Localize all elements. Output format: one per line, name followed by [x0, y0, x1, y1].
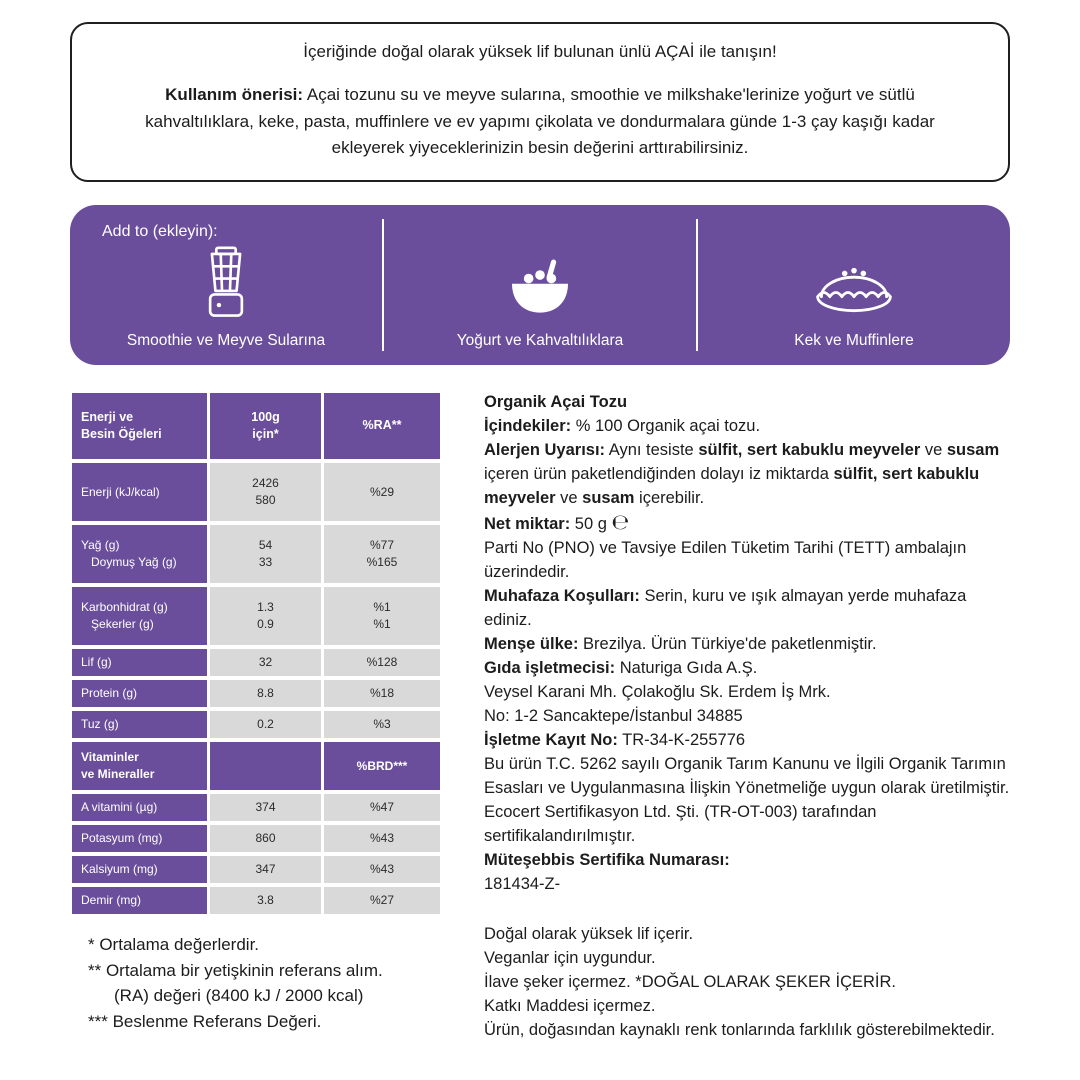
- nutrient-name: Lif (g): [72, 649, 207, 676]
- info-text: Muhafaza Koşulları:: [484, 587, 640, 605]
- footnote: *** Beslenme Referans Değeri.: [88, 1011, 322, 1031]
- nutrient-ra: %43: [324, 825, 440, 852]
- info-text: ve: [555, 489, 583, 507]
- info-text: Katkı Maddesi içermez.: [484, 997, 656, 1015]
- info-text: sülfit, sert kabuklu meyveler: [484, 465, 980, 507]
- info-text: Ürün, doğasından kaynaklı renk tonlarında farklılık gösterebilmektedir.: [484, 1021, 995, 1039]
- nutrient-value: 1.3 0.9: [210, 587, 321, 645]
- info-text: İlave şeker içermez. *DOĞAL OLARAK ŞEKER İÇERİR.: [484, 973, 897, 991]
- info-text: ve: [920, 441, 947, 459]
- nutrition-row: [72, 711, 440, 738]
- info-text: susam: [582, 489, 635, 507]
- info-paragraph: [484, 510, 1014, 536]
- nutrition-row: [72, 794, 440, 821]
- banner-title: Add to (ekleyin):: [102, 223, 218, 240]
- nutrient-name: Potasyum (mg): [72, 825, 207, 852]
- footnote: ** Ortalama bir yetişkinin referans alım.: [88, 960, 383, 980]
- nutrition-subheader-row: [72, 742, 440, 790]
- header-per-100g: 100g için*: [210, 393, 321, 459]
- usage-label: Kullanım önerisi:: [165, 85, 304, 105]
- info-paragraph: [484, 1018, 1014, 1042]
- nutrition-row: [72, 649, 440, 676]
- info-text: Bu ürün T.C. 5262 sayılı Organik Tarım Kanunu ve İlgili Organik Tarımın Esasları ve Uygulanmasına İlişkin Yönetmeliğe uygun olarak üretilmiştir. Ecocert Sertifikasyon Ltd. Şti. (TR-OT-003) tarafından sertifikalandırılmıştır.: [484, 755, 1010, 845]
- blender-icon: [195, 238, 257, 320]
- banner-item-yogurt: [384, 205, 696, 365]
- nutrition-row: [72, 887, 440, 914]
- info-paragraph: [484, 872, 1014, 896]
- info-text: Naturiga Gıda A.Ş.: [615, 659, 758, 677]
- info-paragraph: [484, 584, 1014, 632]
- nutrition-row: [72, 525, 440, 583]
- info-text: susam: [946, 441, 1000, 459]
- info-paragraph: [484, 728, 1014, 752]
- info-text: Veganlar için uygundur.: [484, 949, 656, 967]
- usage-text: Açai tozunu su ve meyve sularına, smoothie ve milkshake'lerinize yoğurt ve sütlü kahvaltılıklara, keke, pasta, muffinlere ve ev yapımı çikolata ve dondurmalara günde 1-3 çay kaşığı kadar ekleyerek yiyeceklerinizin besin değerini arttırabilirsiniz.: [145, 85, 935, 158]
- info-paragraph: [484, 752, 1014, 848]
- banner-item-label: Yoğurt ve Kahvaltılıklara: [456, 332, 624, 349]
- nutrition-row: [72, 856, 440, 883]
- info-paragraph: [484, 704, 1014, 728]
- nutrient-value: 2426 580: [210, 463, 321, 521]
- nutrient-name: Yağ (g) Doymuş Yağ (g): [72, 525, 207, 583]
- nutrient-value: 3.8: [210, 887, 321, 914]
- banner-item-label: Kek ve Muffinlere: [794, 332, 914, 349]
- info-paragraph: [484, 414, 1014, 438]
- nutrient-ra: %18: [324, 680, 440, 707]
- info-text: Müteşebbis Sertifika Numarası:: [484, 851, 730, 869]
- nutrient-name: A vitamini (µg): [72, 794, 207, 821]
- header-nutrients: Enerji ve Besin Öğeleri: [72, 393, 207, 459]
- info-paragraph: [484, 536, 1014, 584]
- nutrient-value: [210, 742, 321, 790]
- info-text: 50 g: [570, 515, 612, 533]
- nutrition-row: [72, 587, 440, 645]
- footnotes: [88, 932, 383, 1034]
- nutrient-name: Kalsiyum (mg): [72, 856, 207, 883]
- nutrient-value: 0.2: [210, 711, 321, 738]
- info-text: Organik Açai Tozu: [484, 393, 628, 411]
- info-text: % 100 Organik açai tozu.: [571, 417, 761, 435]
- pie-icon: [811, 238, 897, 320]
- nutrient-value: 374: [210, 794, 321, 821]
- banner-item-cake: [698, 205, 1010, 365]
- info-paragraph: [484, 994, 1014, 1018]
- nutrient-value: 860: [210, 825, 321, 852]
- nutrition-table: [72, 393, 440, 914]
- info-text: içerebilir.: [634, 489, 705, 507]
- nutrient-name: Demir (mg): [72, 887, 207, 914]
- nutrient-value: 32: [210, 649, 321, 676]
- nutrient-ra: %3: [324, 711, 440, 738]
- nutrient-ra: %BRD***: [324, 742, 440, 790]
- info-text: Gıda işletmecisi:: [484, 659, 616, 677]
- info-text: 181434-Z-: [484, 875, 561, 893]
- info-text: sülfit, sert kabuklu meyveler: [698, 441, 921, 459]
- add-to-banner: [70, 205, 1010, 365]
- nutrition-row: [72, 680, 440, 707]
- product-info: [484, 390, 1014, 1042]
- nutrient-ra: %77 %165: [324, 525, 440, 583]
- nutrient-name: Karbonhidrat (g) Şekerler (g): [72, 587, 207, 645]
- intro-usage: [120, 82, 960, 161]
- info-paragraph: [484, 946, 1014, 970]
- info-text: Aynı tesiste: [605, 441, 699, 459]
- info-text: Menşe ülke:: [484, 635, 579, 653]
- header-ra: %RA**: [324, 393, 440, 459]
- nutrient-value: 54 33: [210, 525, 321, 583]
- footnote: (RA) değeri (8400 kJ / 2000 kcal): [114, 986, 364, 1005]
- banner-item-label: Smoothie ve Meyve Sularına: [126, 332, 326, 349]
- yogurt-bowl-icon: [505, 238, 575, 320]
- info-paragraph: [484, 848, 1014, 872]
- info-paragraph: [484, 922, 1014, 946]
- info-text: Net miktar:: [484, 515, 571, 533]
- info-text: İşletme Kayıt No:: [484, 731, 618, 749]
- nutrient-ra: %29: [324, 463, 440, 521]
- footnote: * Ortalama değerlerdir.: [88, 935, 260, 954]
- info-text: Parti No (PNO) ve Tavsiye Edilen Tüketim Tarihi (TETT) ambalajın üzerindedir.: [484, 539, 967, 581]
- info-text: Veysel Karani Mh. Çolakoğlu Sk. Erdem İş Mrk.: [484, 683, 831, 701]
- nutrient-name: Vitaminler ve Mineraller: [72, 742, 207, 790]
- info-text: Doğal olarak yüksek lif içerir.: [484, 925, 694, 943]
- intro-headline: İçeriğinde doğal olarak yüksek lif bulunan ünlü AÇAİ ile tanışın!: [303, 42, 777, 62]
- nutrient-ra: %27: [324, 887, 440, 914]
- estimated-sign: ℮: [611, 510, 630, 534]
- nutrient-ra: %1 %1: [324, 587, 440, 645]
- info-paragraph: [484, 680, 1014, 704]
- nutrient-ra: %47: [324, 794, 440, 821]
- nutrient-ra: %128: [324, 649, 440, 676]
- nutrient-ra: %43: [324, 856, 440, 883]
- nutrient-value: 347: [210, 856, 321, 883]
- info-text: Brezilya. Ürün Türkiye'de paketlenmiştir.: [578, 635, 877, 653]
- nutrient-value: 8.8: [210, 680, 321, 707]
- info-text: Serin, kuru ve ışık almayan yerde muhafaza ediniz.: [484, 587, 967, 629]
- nutrition-row: [72, 463, 440, 521]
- info-text: TR-34-K-255776: [617, 731, 746, 749]
- info-paragraph: [484, 632, 1014, 656]
- nutrient-name: Protein (g): [72, 680, 207, 707]
- nutrient-name: Tuz (g): [72, 711, 207, 738]
- nutrition-header-row: [72, 393, 440, 459]
- info-text: içeren ürün paketlendiğinden dolayı iz miktarda: [484, 465, 834, 483]
- intro-box: [70, 22, 1010, 182]
- info-text: No: 1-2 Sancaktepe/İstanbul 34885: [484, 707, 743, 725]
- info-text: Alerjen Uyarısı:: [484, 441, 606, 459]
- info-paragraph: [484, 390, 1014, 414]
- nutrient-name: Enerji (kJ/kcal): [72, 463, 207, 521]
- info-text: İçindekiler:: [484, 417, 572, 435]
- info-paragraph: [484, 438, 1014, 510]
- info-paragraph: [484, 656, 1014, 680]
- nutrition-row: [72, 825, 440, 852]
- info-paragraph: [484, 970, 1014, 994]
